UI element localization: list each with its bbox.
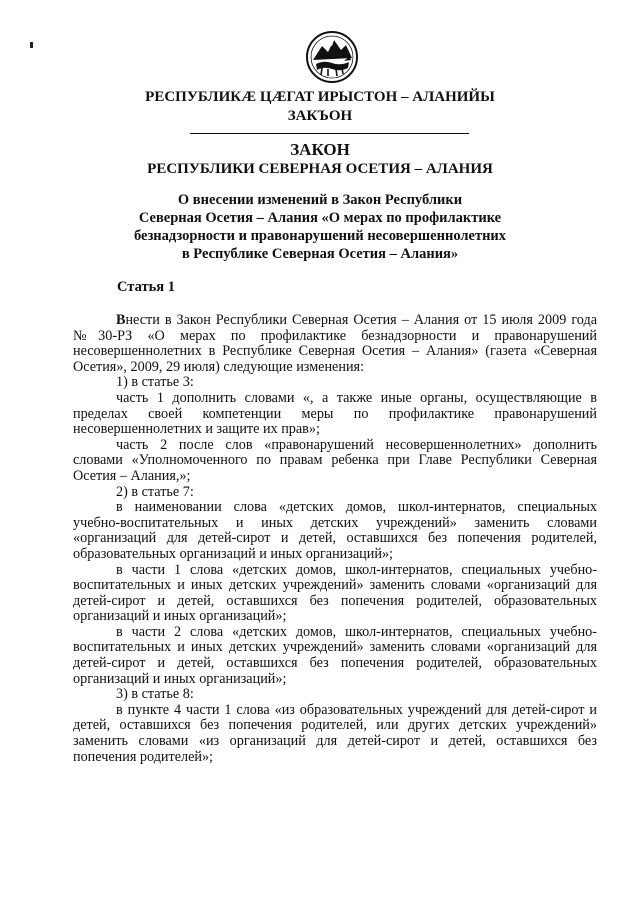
body-paragraph: 1) в статье 3: <box>116 374 194 391</box>
law-title-ossetian: ЗАКЪОН <box>287 108 353 124</box>
republic-name-ossetian: РЕСПУБЛИКÆ ЦÆГАТ ИРЫСТОН – АЛАНИЙЫ <box>145 89 495 105</box>
body-paragraph: в наименовании слова «детских домов, школ-интернатов, специальных учебно-воспитательных и иных детских учреждений» заменить словами «организаций для детей-сирот и детей, оставшихся без попечения родителей, образовательных организаций и иных организаций»; <box>73 499 597 562</box>
body-paragraph: 2) в статье 7: <box>116 483 194 500</box>
subject-line: Северная Осетия – Алания «О мерах по профилактике <box>138 210 502 226</box>
body-paragraph: Внести в Закон Республики Северная Осетия – Алания от 15 июля 2009 года №30-РЗ «О мерах по профилактике безнадзорности и правонарушений несовершеннолетних в Республике Северная Осетия – Алания» (газета «Северная Осетия», 2009, 29 июля) следующие изменения: <box>73 312 597 375</box>
article-title: Статья 1 <box>117 279 175 295</box>
body-paragraph: в части 2 слова «детских домов, школ-интернатов, специальных учебно-воспитательных и иных детских учреждений» заменить словами «организаций для детей-сирот и детей, оставшихся без попечения родителей, образовательных организаций и иных организаций»; <box>73 623 597 687</box>
law-subject <box>0 191 640 263</box>
coat-of-arms-emblem-icon <box>304 30 360 84</box>
header-divider <box>190 133 469 134</box>
subject-line: О внесении изменений в Закон Республики <box>177 192 463 208</box>
republic-name-russian: РЕСПУБЛИКИ СЕВЕРНАЯ ОСЕТИЯ – АЛАНИЯ <box>147 161 493 177</box>
body-paragraph: часть 2 после слов «правонарушений несовершеннолетних» дополнить словами «Уполномоченного по правам ребенка при Главе Республики Северная Осетия – Алания,»; <box>73 436 597 484</box>
article-body <box>73 313 597 765</box>
body-paragraph: 3) в статье 8: <box>116 686 194 703</box>
body-paragraph: часть 1 дополнить словами «, а также иные органы, осуществляющие в пределах своей компетенции меры по профилактике правонарушений несовершеннолетних и защите их прав»; <box>73 389 597 438</box>
scan-speck <box>30 42 33 48</box>
body-paragraph: в пункте 4 части 1 слова «из образовательных учреждений для детей-сирот и детей, оставшихся без попечения родителей, или других детских учреждений» заменить словами «из организаций для детей-сирот и детей, оставшихся без попечения родителей»; <box>73 701 597 765</box>
subject-line: безнадзорности и правонарушений несовершеннолетних <box>133 228 507 244</box>
body-paragraph: в части 1 слова «детских домов, школ-интернатов, специальных учебно-воспитательных и иных детских учреждений» заменить словами «организаций для детей-сирот и детей, оставшихся без попечения родителей, образовательных организаций и иных организаций»; <box>73 561 597 625</box>
subject-line: в Республике Северная Осетия – Алания» <box>181 246 459 262</box>
law-title-russian: ЗАКОН <box>290 140 350 159</box>
